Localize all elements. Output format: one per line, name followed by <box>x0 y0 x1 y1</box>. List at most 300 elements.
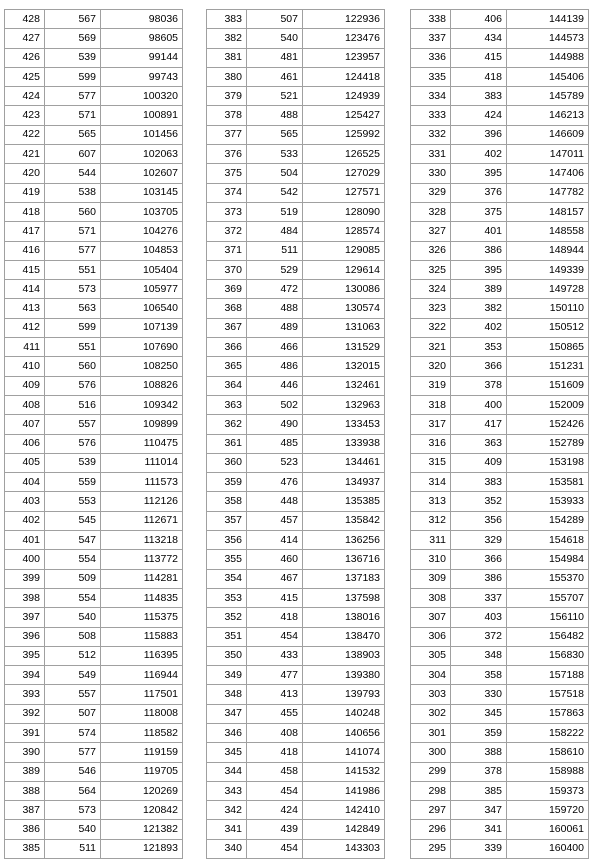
table-cell: 396 <box>451 125 507 144</box>
table-cell: 372 <box>451 627 507 646</box>
table-row <box>207 260 385 279</box>
table-cell: 402 <box>5 511 45 530</box>
table-row <box>207 492 385 511</box>
table-cell: 157863 <box>507 704 589 723</box>
table-cell: 360 <box>207 453 247 472</box>
table-cell: 359 <box>451 723 507 742</box>
table-cell: 409 <box>5 376 45 395</box>
table-cell: 100320 <box>101 87 183 106</box>
table-cell: 137598 <box>303 588 385 607</box>
table-cell: 338 <box>411 10 451 29</box>
table-cell: 127571 <box>303 183 385 202</box>
table-row <box>5 415 183 434</box>
table-cell: 350 <box>207 646 247 665</box>
table-cell: 563 <box>45 299 101 318</box>
table-cell: 387 <box>5 801 45 820</box>
table-cell: 329 <box>451 531 507 550</box>
table-cell: 108826 <box>101 376 183 395</box>
table-cell: 316 <box>411 434 451 453</box>
table-cell: 488 <box>247 299 303 318</box>
table-cell: 418 <box>247 743 303 762</box>
table-cell: 121382 <box>101 820 183 839</box>
table-cell: 400 <box>5 550 45 569</box>
table-row <box>411 646 589 665</box>
table-row <box>5 453 183 472</box>
table-cell: 99144 <box>101 48 183 67</box>
table-cell: 406 <box>5 434 45 453</box>
table-cell: 140656 <box>303 723 385 742</box>
table-cell: 571 <box>45 106 101 125</box>
table-cell: 296 <box>411 820 451 839</box>
table-row <box>411 685 589 704</box>
table-row <box>207 299 385 318</box>
table-cell: 373 <box>207 202 247 221</box>
table-cell: 410 <box>5 357 45 376</box>
table-cell: 130574 <box>303 299 385 318</box>
table-cell: 382 <box>451 299 507 318</box>
table-row <box>5 781 183 800</box>
table-row <box>5 550 183 569</box>
table-cell: 466 <box>247 338 303 357</box>
table-cell: 325 <box>411 260 451 279</box>
table-cell: 340 <box>207 839 247 858</box>
table-cell: 151609 <box>507 376 589 395</box>
table-cell: 119159 <box>101 743 183 762</box>
table-row <box>411 434 589 453</box>
table-row <box>411 376 589 395</box>
table-cell: 358 <box>451 666 507 685</box>
table-cell: 395 <box>451 164 507 183</box>
table-cell: 130086 <box>303 280 385 299</box>
table-cell: 332 <box>411 125 451 144</box>
table-cell: 547 <box>45 531 101 550</box>
table-cell: 486 <box>247 357 303 376</box>
table-cell: 153198 <box>507 453 589 472</box>
table-cell: 420 <box>5 164 45 183</box>
table-cell: 577 <box>45 743 101 762</box>
table-cell: 383 <box>207 10 247 29</box>
table-row <box>411 550 589 569</box>
table-cell: 160061 <box>507 820 589 839</box>
table-row <box>207 453 385 472</box>
table-row <box>207 10 385 29</box>
table-row <box>411 280 589 299</box>
table-cell: 361 <box>207 434 247 453</box>
table-cell: 153933 <box>507 492 589 511</box>
table-cell: 425 <box>5 67 45 86</box>
table-row <box>5 723 183 742</box>
table-cell: 398 <box>5 588 45 607</box>
table-cell: 112671 <box>101 511 183 530</box>
table-cell: 379 <box>207 87 247 106</box>
table-cell: 318 <box>411 395 451 414</box>
table-cell: 402 <box>451 318 507 337</box>
table-row <box>207 202 385 221</box>
table-row <box>411 125 589 144</box>
table-cell: 371 <box>207 241 247 260</box>
table-cell: 321 <box>411 338 451 357</box>
table-row <box>5 67 183 86</box>
table-cell: 545 <box>45 511 101 530</box>
table-cell: 137183 <box>303 569 385 588</box>
table-row <box>411 743 589 762</box>
table-cell: 551 <box>45 260 101 279</box>
table-cell: 539 <box>45 453 101 472</box>
table-cell: 114281 <box>101 569 183 588</box>
table-row <box>5 743 183 762</box>
table-cell: 157518 <box>507 685 589 704</box>
table-cell: 337 <box>411 29 451 48</box>
table-cell: 343 <box>207 781 247 800</box>
table-cell: 148558 <box>507 222 589 241</box>
table-cell: 439 <box>247 820 303 839</box>
table-cell: 529 <box>247 260 303 279</box>
table-cell: 146213 <box>507 106 589 125</box>
table-cell: 385 <box>451 781 507 800</box>
table-cell: 105977 <box>101 280 183 299</box>
table-cell: 413 <box>247 685 303 704</box>
table-cell: 417 <box>451 415 507 434</box>
table-cell: 114835 <box>101 588 183 607</box>
table-row <box>207 801 385 820</box>
table-cell: 560 <box>45 202 101 221</box>
table-cell: 341 <box>207 820 247 839</box>
table-cell: 567 <box>45 10 101 29</box>
table-cell: 154618 <box>507 531 589 550</box>
table-row <box>5 29 183 48</box>
table-cell: 413 <box>5 299 45 318</box>
table-row <box>411 106 589 125</box>
table-cell: 423 <box>5 106 45 125</box>
table-cell: 139380 <box>303 666 385 685</box>
table-cell: 365 <box>207 357 247 376</box>
table-cell: 564 <box>45 781 101 800</box>
table-row <box>411 781 589 800</box>
table-row <box>411 801 589 820</box>
table-cell: 446 <box>247 376 303 395</box>
table-cell: 116944 <box>101 666 183 685</box>
table-cell: 301 <box>411 723 451 742</box>
table-cell: 324 <box>411 280 451 299</box>
table-cell: 366 <box>451 357 507 376</box>
table-cell: 125427 <box>303 106 385 125</box>
table-cell: 433 <box>247 646 303 665</box>
table-cell: 357 <box>207 511 247 530</box>
table-cell: 502 <box>247 395 303 414</box>
table-cell: 112126 <box>101 492 183 511</box>
table-cell: 113218 <box>101 531 183 550</box>
table-cell: 401 <box>5 531 45 550</box>
table-cell: 467 <box>247 569 303 588</box>
table-cell: 134937 <box>303 473 385 492</box>
table-cell: 326 <box>411 241 451 260</box>
table-row <box>411 241 589 260</box>
table-row <box>207 743 385 762</box>
table-cell: 394 <box>5 666 45 685</box>
table-cell: 159720 <box>507 801 589 820</box>
table-cell: 139793 <box>303 685 385 704</box>
table-cell: 335 <box>411 67 451 86</box>
table-cell: 408 <box>5 395 45 414</box>
table-row <box>207 627 385 646</box>
table-cell: 100891 <box>101 106 183 125</box>
table-cell: 573 <box>45 280 101 299</box>
table-cell: 461 <box>247 67 303 86</box>
table-cell: 133453 <box>303 415 385 434</box>
table-row <box>207 145 385 164</box>
table-row <box>5 222 183 241</box>
table-cell: 551 <box>45 338 101 357</box>
table-cell: 309 <box>411 569 451 588</box>
table-cell: 109342 <box>101 395 183 414</box>
table-cell: 331 <box>411 145 451 164</box>
table-cell: 421 <box>5 145 45 164</box>
table-cell: 313 <box>411 492 451 511</box>
table-cell: 103705 <box>101 202 183 221</box>
table-cell: 311 <box>411 531 451 550</box>
score-table-2 <box>206 9 385 859</box>
table-cell: 393 <box>5 685 45 704</box>
table-cell: 599 <box>45 67 101 86</box>
table-cell: 569 <box>45 29 101 48</box>
table-row <box>5 395 183 414</box>
table-cell: 389 <box>5 762 45 781</box>
table-cell: 147406 <box>507 164 589 183</box>
table-cell: 99743 <box>101 67 183 86</box>
table-cell: 349 <box>207 666 247 685</box>
table-cell: 141074 <box>303 743 385 762</box>
score-table-body <box>411 10 589 859</box>
table-cell: 144139 <box>507 10 589 29</box>
table-cell: 388 <box>5 781 45 800</box>
table-cell: 428 <box>5 10 45 29</box>
table-cell: 158988 <box>507 762 589 781</box>
table-row <box>5 357 183 376</box>
table-cell: 153581 <box>507 473 589 492</box>
table-cell: 422 <box>5 125 45 144</box>
table-cell: 512 <box>45 646 101 665</box>
table-row <box>207 222 385 241</box>
table-cell: 135385 <box>303 492 385 511</box>
table-row <box>5 376 183 395</box>
table-row <box>411 608 589 627</box>
table-cell: 352 <box>451 492 507 511</box>
table-row <box>411 723 589 742</box>
table-cell: 533 <box>247 145 303 164</box>
table-cell: 481 <box>247 48 303 67</box>
table-cell: 136256 <box>303 531 385 550</box>
table-cell: 565 <box>45 125 101 144</box>
table-cell: 353 <box>451 338 507 357</box>
table-cell: 124939 <box>303 87 385 106</box>
table-cell: 367 <box>207 318 247 337</box>
table-cell: 488 <box>247 106 303 125</box>
table-row <box>207 395 385 414</box>
table-cell: 426 <box>5 48 45 67</box>
table-row <box>411 48 589 67</box>
table-cell: 125992 <box>303 125 385 144</box>
table-cell: 102607 <box>101 164 183 183</box>
table-row <box>207 531 385 550</box>
table-cell: 376 <box>451 183 507 202</box>
table-cell: 347 <box>451 801 507 820</box>
table-cell: 156830 <box>507 646 589 665</box>
table-row <box>5 318 183 337</box>
table-cell: 378 <box>451 376 507 395</box>
table-cell: 103145 <box>101 183 183 202</box>
table-row <box>5 280 183 299</box>
table-cell: 150865 <box>507 338 589 357</box>
table-row <box>5 164 183 183</box>
table-cell: 399 <box>5 569 45 588</box>
table-cell: 156110 <box>507 608 589 627</box>
table-row <box>207 106 385 125</box>
table-row <box>411 183 589 202</box>
table-cell: 302 <box>411 704 451 723</box>
table-cell: 148944 <box>507 241 589 260</box>
table-cell: 129614 <box>303 260 385 279</box>
table-cell: 412 <box>5 318 45 337</box>
table-cell: 542 <box>247 183 303 202</box>
table-cell: 295 <box>411 839 451 858</box>
table-cell: 416 <box>5 241 45 260</box>
table-cell: 577 <box>45 87 101 106</box>
table-cell: 472 <box>247 280 303 299</box>
table-cell: 519 <box>247 202 303 221</box>
table-row <box>207 48 385 67</box>
table-row <box>207 164 385 183</box>
table-cell: 406 <box>451 10 507 29</box>
table-cell: 330 <box>411 164 451 183</box>
table-cell: 386 <box>451 241 507 260</box>
table-cell: 345 <box>207 743 247 762</box>
table-cell: 337 <box>451 588 507 607</box>
table-cell: 516 <box>45 395 101 414</box>
table-row <box>207 608 385 627</box>
table-row <box>5 666 183 685</box>
table-cell: 351 <box>207 627 247 646</box>
table-cell: 132963 <box>303 395 385 414</box>
table-cell: 401 <box>451 222 507 241</box>
table-cell: 417 <box>5 222 45 241</box>
table-cell: 136716 <box>303 550 385 569</box>
table-row <box>207 666 385 685</box>
table-cell: 111573 <box>101 473 183 492</box>
table-cell: 124418 <box>303 67 385 86</box>
table-row <box>411 29 589 48</box>
table-cell: 540 <box>45 820 101 839</box>
table-row <box>207 376 385 395</box>
table-cell: 144573 <box>507 29 589 48</box>
table-cell: 141532 <box>303 762 385 781</box>
table-cell: 363 <box>207 395 247 414</box>
table-row <box>207 67 385 86</box>
table-cell: 327 <box>411 222 451 241</box>
table-row <box>5 646 183 665</box>
table-row <box>5 801 183 820</box>
table-cell: 427 <box>5 29 45 48</box>
table-cell: 307 <box>411 608 451 627</box>
table-row <box>411 395 589 414</box>
table-row <box>207 762 385 781</box>
table-cell: 123476 <box>303 29 385 48</box>
table-cell: 152009 <box>507 395 589 414</box>
table-cell: 126525 <box>303 145 385 164</box>
table-row <box>5 145 183 164</box>
table-cell: 306 <box>411 627 451 646</box>
table-cell: 104853 <box>101 241 183 260</box>
table-row <box>5 531 183 550</box>
table-cell: 402 <box>451 145 507 164</box>
table-cell: 366 <box>451 550 507 569</box>
table-row <box>411 202 589 221</box>
table-cell: 144988 <box>507 48 589 67</box>
table-cell: 460 <box>247 550 303 569</box>
table-row <box>5 685 183 704</box>
table-cell: 155370 <box>507 569 589 588</box>
table-cell: 342 <box>207 801 247 820</box>
table-cell: 539 <box>45 48 101 67</box>
table-row <box>207 588 385 607</box>
table-cell: 118008 <box>101 704 183 723</box>
table-cell: 155707 <box>507 588 589 607</box>
table-row <box>5 87 183 106</box>
table-cell: 457 <box>247 511 303 530</box>
table-cell: 546 <box>45 762 101 781</box>
table-cell: 154984 <box>507 550 589 569</box>
table-cell: 147011 <box>507 145 589 164</box>
table-row <box>207 550 385 569</box>
table-cell: 388 <box>451 743 507 762</box>
table-cell: 411 <box>5 338 45 357</box>
table-cell: 105404 <box>101 260 183 279</box>
table-cell: 120269 <box>101 781 183 800</box>
table-cell: 145406 <box>507 67 589 86</box>
table-row <box>207 511 385 530</box>
table-row <box>411 666 589 685</box>
table-cell: 107139 <box>101 318 183 337</box>
table-cell: 400 <box>451 395 507 414</box>
table-cell: 132015 <box>303 357 385 376</box>
table-cell: 507 <box>45 704 101 723</box>
table-cell: 334 <box>411 87 451 106</box>
table-row <box>411 222 589 241</box>
table-row <box>207 29 385 48</box>
table-cell: 133938 <box>303 434 385 453</box>
table-cell: 317 <box>411 415 451 434</box>
table-cell: 102063 <box>101 145 183 164</box>
table-cell: 363 <box>451 434 507 453</box>
table-cell: 143303 <box>303 839 385 858</box>
table-row <box>411 569 589 588</box>
table-row <box>207 473 385 492</box>
table-row <box>207 318 385 337</box>
table-cell: 106540 <box>101 299 183 318</box>
table-cell: 145789 <box>507 87 589 106</box>
table-cell: 504 <box>247 164 303 183</box>
table-cell: 376 <box>207 145 247 164</box>
table-row <box>411 164 589 183</box>
table-cell: 454 <box>247 781 303 800</box>
table-cell: 151231 <box>507 357 589 376</box>
table-cell: 352 <box>207 608 247 627</box>
table-cell: 573 <box>45 801 101 820</box>
table-row <box>207 280 385 299</box>
table-row <box>5 492 183 511</box>
table-cell: 409 <box>451 453 507 472</box>
table-cell: 415 <box>247 588 303 607</box>
table-row <box>207 569 385 588</box>
